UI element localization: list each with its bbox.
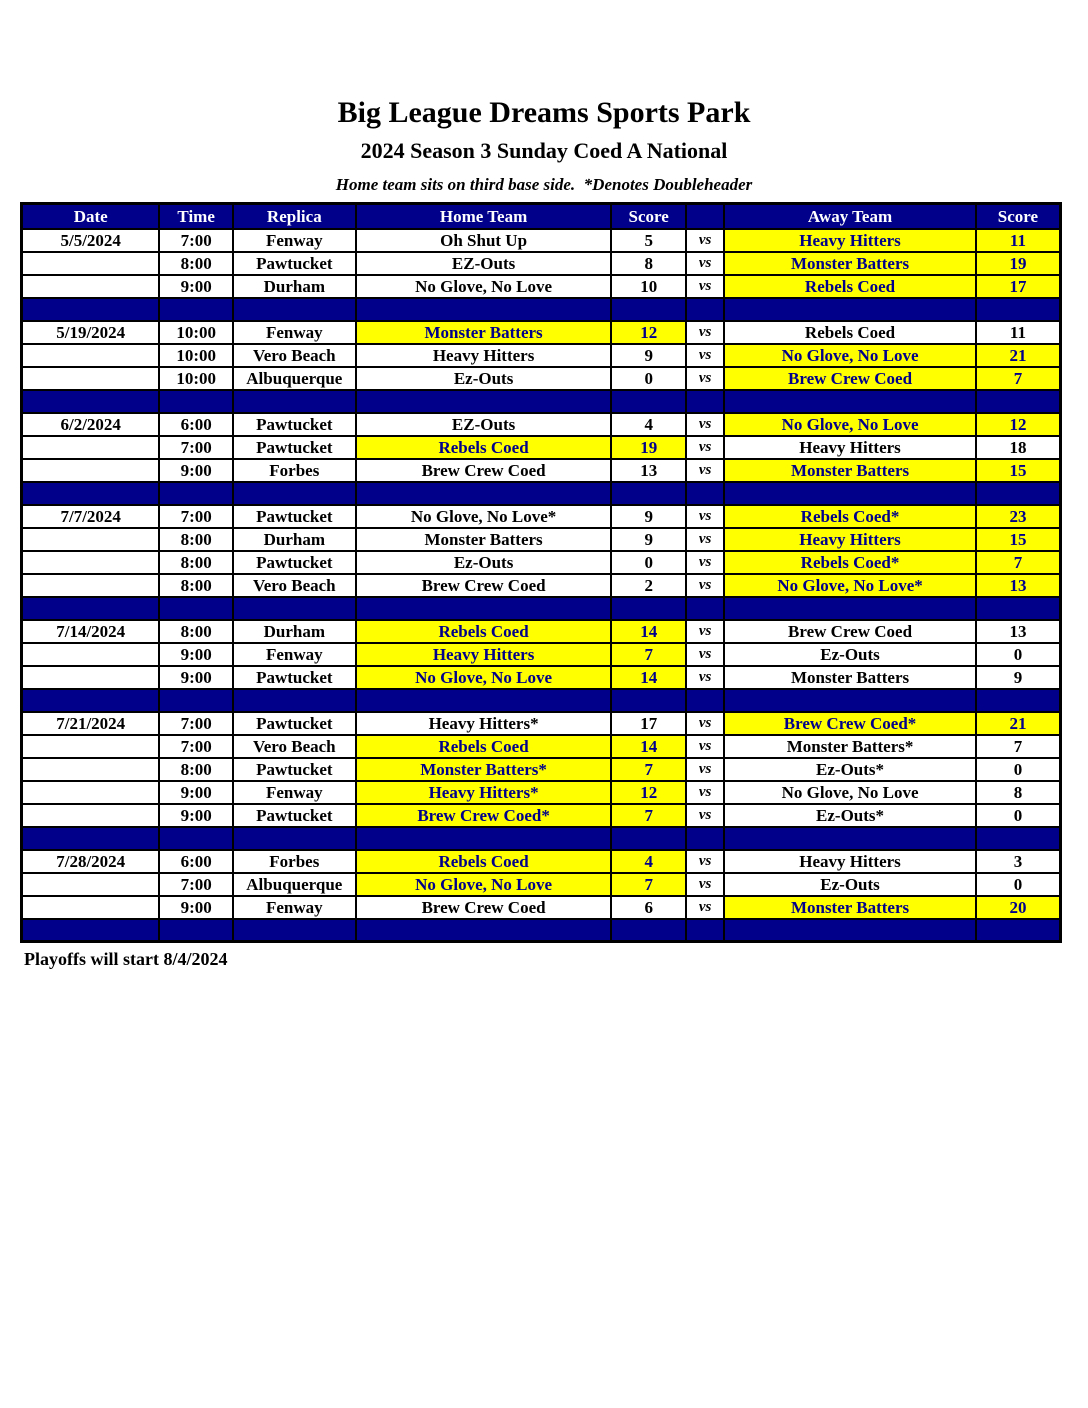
separator-cell: [356, 482, 612, 505]
replica-cell: Pawtucket: [233, 551, 356, 574]
vs-cell: vs: [686, 413, 724, 436]
replica-cell: Fenway: [233, 896, 356, 919]
home-team-cell: Heavy Hitters*: [356, 712, 612, 735]
vs-cell: vs: [686, 275, 724, 298]
home-score-cell: 7: [611, 804, 686, 827]
vs-cell: vs: [686, 620, 724, 643]
col-away-score: Score: [976, 204, 1061, 229]
away-team-cell: No Glove, No Love*: [724, 574, 976, 597]
home-score-cell: 0: [611, 551, 686, 574]
away-score-cell: 18: [976, 436, 1061, 459]
replica-cell: Albuquerque: [233, 367, 356, 390]
away-team-cell: Ez-Outs*: [724, 804, 976, 827]
time-cell: 8:00: [159, 551, 232, 574]
away-score-cell: 7: [976, 367, 1061, 390]
separator-cell: [22, 919, 160, 942]
schedule-row: [22, 413, 1061, 436]
page-title: Big League Dreams Sports Park: [337, 96, 751, 129]
home-score-cell: 9: [611, 344, 686, 367]
separator-row: [22, 298, 1061, 321]
date-cell: [22, 896, 160, 919]
separator-cell: [233, 597, 356, 620]
home-score-cell: 4: [611, 413, 686, 436]
date-cell: [22, 252, 160, 275]
schedule-row: [22, 574, 1061, 597]
vs-cell: vs: [686, 735, 724, 758]
home-team-cell: EZ-Outs: [356, 413, 612, 436]
separator-cell: [159, 597, 232, 620]
replica-cell: Forbes: [233, 459, 356, 482]
home-team-cell: No Glove, No Love*: [356, 505, 612, 528]
vs-cell: vs: [686, 781, 724, 804]
separator-cell: [611, 827, 686, 850]
home-score-cell: 14: [611, 735, 686, 758]
schedule-row: [22, 873, 1061, 896]
separator-cell: [611, 298, 686, 321]
away-score-cell: 17: [976, 275, 1061, 298]
time-cell: 8:00: [159, 620, 232, 643]
time-cell: 9:00: [159, 643, 232, 666]
away-score-cell: 19: [976, 252, 1061, 275]
home-score-cell: 14: [611, 666, 686, 689]
home-score-cell: 9: [611, 528, 686, 551]
schedule-row: [22, 229, 1061, 252]
separator-cell: [686, 597, 724, 620]
replica-cell: Fenway: [233, 643, 356, 666]
home-score-cell: 19: [611, 436, 686, 459]
separator-cell: [686, 298, 724, 321]
home-team-cell: Monster Batters: [356, 528, 612, 551]
away-team-cell: No Glove, No Love: [724, 781, 976, 804]
date-cell: [22, 436, 160, 459]
away-score-cell: 11: [976, 229, 1061, 252]
replica-cell: Pawtucket: [233, 758, 356, 781]
separator-cell: [686, 390, 724, 413]
replica-cell: Vero Beach: [233, 735, 356, 758]
home-score-cell: 0: [611, 367, 686, 390]
separator-cell: [976, 597, 1061, 620]
separator-row: [22, 689, 1061, 712]
separator-cell: [976, 390, 1061, 413]
replica-cell: Albuquerque: [233, 873, 356, 896]
home-team-cell: Brew Crew Coed: [356, 574, 612, 597]
col-date: Date: [22, 204, 160, 229]
away-score-cell: 7: [976, 551, 1061, 574]
separator-row: [22, 390, 1061, 413]
time-cell: 10:00: [159, 367, 232, 390]
schedule-row: [22, 804, 1061, 827]
away-score-cell: 8: [976, 781, 1061, 804]
vs-cell: vs: [686, 850, 724, 873]
time-cell: 9:00: [159, 781, 232, 804]
home-team-cell: Heavy Hitters: [356, 344, 612, 367]
away-team-cell: Heavy Hitters: [724, 850, 976, 873]
date-cell: [22, 551, 160, 574]
time-cell: 8:00: [159, 528, 232, 551]
home-team-cell: No Glove, No Love: [356, 873, 612, 896]
away-team-cell: Brew Crew Coed: [724, 367, 976, 390]
away-score-cell: 3: [976, 850, 1061, 873]
separator-cell: [233, 390, 356, 413]
date-cell: [22, 459, 160, 482]
schedule-row: [22, 620, 1061, 643]
away-score-cell: 15: [976, 528, 1061, 551]
schedule-row: [22, 551, 1061, 574]
away-score-cell: 9: [976, 666, 1061, 689]
date-cell: 7/14/2024: [22, 620, 160, 643]
home-score-cell: 4: [611, 850, 686, 873]
vs-cell: vs: [686, 229, 724, 252]
date-cell: [22, 873, 160, 896]
separator-cell: [356, 597, 612, 620]
replica-cell: Fenway: [233, 321, 356, 344]
separator-cell: [159, 390, 232, 413]
schedule-row: [22, 758, 1061, 781]
separator-cell: [976, 919, 1061, 942]
separator-cell: [611, 482, 686, 505]
separator-cell: [22, 390, 160, 413]
schedule-row: [22, 367, 1061, 390]
date-cell: 6/2/2024: [22, 413, 160, 436]
separator-cell: [724, 597, 976, 620]
home-score-cell: 17: [611, 712, 686, 735]
replica-cell: Forbes: [233, 850, 356, 873]
away-score-cell: 0: [976, 643, 1061, 666]
header-row: [22, 204, 1061, 229]
time-cell: 7:00: [159, 436, 232, 459]
schedule-row: [22, 436, 1061, 459]
col-home-team: Home Team: [356, 204, 612, 229]
vs-cell: vs: [686, 551, 724, 574]
separator-cell: [159, 298, 232, 321]
away-score-cell: 0: [976, 804, 1061, 827]
home-team-cell: Rebels Coed: [356, 436, 612, 459]
vs-cell: vs: [686, 344, 724, 367]
separator-cell: [22, 827, 160, 850]
schedule-table: [20, 202, 1062, 943]
home-score-cell: 13: [611, 459, 686, 482]
schedule-row: [22, 712, 1061, 735]
replica-cell: Pawtucket: [233, 505, 356, 528]
col-home-score: Score: [611, 204, 686, 229]
away-score-cell: 20: [976, 896, 1061, 919]
home-score-cell: 14: [611, 620, 686, 643]
separator-cell: [356, 689, 612, 712]
col-away-team: Away Team: [724, 204, 976, 229]
home-team-cell: EZ-Outs: [356, 252, 612, 275]
separator-cell: [22, 298, 160, 321]
schedule-row: [22, 528, 1061, 551]
schedule-row: [22, 896, 1061, 919]
time-cell: 7:00: [159, 505, 232, 528]
date-cell: 7/21/2024: [22, 712, 160, 735]
away-team-cell: Ez-Outs*: [724, 758, 976, 781]
replica-cell: Pawtucket: [233, 413, 356, 436]
separator-cell: [611, 597, 686, 620]
vs-cell: vs: [686, 712, 724, 735]
replica-cell: Fenway: [233, 229, 356, 252]
separator-cell: [356, 919, 612, 942]
away-team-cell: Rebels Coed: [724, 321, 976, 344]
separator-row: [22, 597, 1061, 620]
separator-cell: [233, 482, 356, 505]
replica-cell: Pawtucket: [233, 436, 356, 459]
home-team-cell: No Glove, No Love: [356, 666, 612, 689]
replica-cell: Pawtucket: [233, 666, 356, 689]
away-score-cell: 12: [976, 413, 1061, 436]
vs-cell: vs: [686, 459, 724, 482]
separator-cell: [159, 827, 232, 850]
away-team-cell: Monster Batters: [724, 459, 976, 482]
away-score-cell: 23: [976, 505, 1061, 528]
separator-cell: [22, 689, 160, 712]
separator-cell: [724, 919, 976, 942]
time-cell: 8:00: [159, 758, 232, 781]
away-team-cell: Heavy Hitters: [724, 528, 976, 551]
date-cell: [22, 367, 160, 390]
home-score-cell: 10: [611, 275, 686, 298]
time-cell: 9:00: [159, 896, 232, 919]
separator-cell: [611, 919, 686, 942]
home-team-cell: Brew Crew Coed: [356, 459, 612, 482]
home-team-cell: Brew Crew Coed: [356, 896, 612, 919]
home-score-cell: 5: [611, 229, 686, 252]
home-score-cell: 12: [611, 781, 686, 804]
date-cell: 5/19/2024: [22, 321, 160, 344]
separator-cell: [976, 827, 1061, 850]
separator-cell: [724, 390, 976, 413]
date-cell: [22, 643, 160, 666]
separator-cell: [724, 827, 976, 850]
separator-cell: [724, 298, 976, 321]
separator-row: [22, 482, 1061, 505]
away-score-cell: 15: [976, 459, 1061, 482]
separator-cell: [356, 390, 612, 413]
home-team-cell: Ez-Outs: [356, 367, 612, 390]
schedule-row: [22, 735, 1061, 758]
separator-cell: [611, 390, 686, 413]
vs-cell: vs: [686, 367, 724, 390]
vs-cell: vs: [686, 804, 724, 827]
time-cell: 6:00: [159, 413, 232, 436]
time-cell: 9:00: [159, 666, 232, 689]
date-cell: [22, 781, 160, 804]
date-cell: [22, 344, 160, 367]
separator-cell: [233, 298, 356, 321]
date-cell: [22, 666, 160, 689]
replica-cell: Durham: [233, 528, 356, 551]
away-team-cell: Monster Batters: [724, 896, 976, 919]
away-team-cell: No Glove, No Love: [724, 413, 976, 436]
time-cell: 10:00: [159, 344, 232, 367]
home-team-cell: Heavy Hitters*: [356, 781, 612, 804]
home-score-cell: 6: [611, 896, 686, 919]
schedule-row: [22, 505, 1061, 528]
home-score-cell: 7: [611, 758, 686, 781]
vs-cell: vs: [686, 643, 724, 666]
schedule-row: [22, 321, 1061, 344]
separator-cell: [976, 298, 1061, 321]
away-score-cell: 7: [976, 735, 1061, 758]
away-team-cell: Rebels Coed: [724, 275, 976, 298]
col-replica: Replica: [233, 204, 356, 229]
separator-cell: [356, 827, 612, 850]
separator-cell: [686, 919, 724, 942]
vs-cell: vs: [686, 505, 724, 528]
schedule-row: [22, 344, 1061, 367]
time-cell: 8:00: [159, 252, 232, 275]
replica-cell: Fenway: [233, 781, 356, 804]
vs-cell: vs: [686, 574, 724, 597]
replica-cell: Pawtucket: [233, 712, 356, 735]
schedule-row: [22, 666, 1061, 689]
time-cell: 7:00: [159, 735, 232, 758]
vs-cell: vs: [686, 666, 724, 689]
away-team-cell: No Glove, No Love: [724, 344, 976, 367]
separator-cell: [686, 482, 724, 505]
separator-cell: [22, 597, 160, 620]
time-cell: 7:00: [159, 712, 232, 735]
vs-cell: vs: [686, 896, 724, 919]
replica-cell: Vero Beach: [233, 574, 356, 597]
schedule-row: [22, 781, 1061, 804]
away-score-cell: 21: [976, 344, 1061, 367]
home-team-cell: Brew Crew Coed*: [356, 804, 612, 827]
date-cell: [22, 758, 160, 781]
away-team-cell: Brew Crew Coed*: [724, 712, 976, 735]
schedule-row: [22, 643, 1061, 666]
replica-cell: Durham: [233, 620, 356, 643]
separator-cell: [356, 298, 612, 321]
date-cell: [22, 804, 160, 827]
vs-cell: vs: [686, 252, 724, 275]
home-team-cell: No Glove, No Love: [356, 275, 612, 298]
separator-cell: [159, 689, 232, 712]
schedule-body: [22, 229, 1061, 942]
separator-cell: [686, 689, 724, 712]
away-team-cell: Heavy Hitters: [724, 436, 976, 459]
schedule-row: [22, 459, 1061, 482]
replica-cell: Pawtucket: [233, 804, 356, 827]
date-cell: 5/5/2024: [22, 229, 160, 252]
separator-cell: [233, 827, 356, 850]
away-team-cell: Ez-Outs: [724, 873, 976, 896]
home-score-cell: 9: [611, 505, 686, 528]
page-subtitle: 2024 Season 3 Sunday Coed A National: [360, 138, 728, 163]
away-score-cell: 13: [976, 620, 1061, 643]
home-score-cell: 7: [611, 643, 686, 666]
replica-cell: Durham: [233, 275, 356, 298]
schedule-row: [22, 275, 1061, 298]
replica-cell: Vero Beach: [233, 344, 356, 367]
separator-cell: [159, 919, 232, 942]
away-team-cell: Brew Crew Coed: [724, 620, 976, 643]
date-cell: [22, 275, 160, 298]
home-score-cell: 7: [611, 873, 686, 896]
away-score-cell: 0: [976, 873, 1061, 896]
separator-cell: [233, 919, 356, 942]
home-team-cell: Heavy Hitters: [356, 643, 612, 666]
vs-cell: vs: [686, 321, 724, 344]
time-cell: 7:00: [159, 873, 232, 896]
home-team-cell: Ez-Outs: [356, 551, 612, 574]
away-team-cell: Ez-Outs: [724, 643, 976, 666]
separator-cell: [159, 482, 232, 505]
col-time: Time: [159, 204, 232, 229]
away-team-cell: Heavy Hitters: [724, 229, 976, 252]
away-score-cell: 11: [976, 321, 1061, 344]
vs-cell: vs: [686, 528, 724, 551]
away-team-cell: Rebels Coed*: [724, 551, 976, 574]
separator-cell: [611, 689, 686, 712]
home-team-cell: Oh Shut Up: [356, 229, 612, 252]
date-cell: 7/7/2024: [22, 505, 160, 528]
separator-cell: [724, 689, 976, 712]
vs-cell: vs: [686, 758, 724, 781]
home-score-cell: 8: [611, 252, 686, 275]
separator-cell: [686, 827, 724, 850]
separator-cell: [22, 482, 160, 505]
time-cell: 7:00: [159, 229, 232, 252]
col-vs: [686, 204, 724, 229]
date-cell: [22, 574, 160, 597]
date-cell: [22, 735, 160, 758]
home-team-cell: Rebels Coed: [356, 620, 612, 643]
time-cell: 8:00: [159, 574, 232, 597]
time-cell: 10:00: [159, 321, 232, 344]
schedule-row: [22, 850, 1061, 873]
separator-row: [22, 827, 1061, 850]
vs-cell: vs: [686, 873, 724, 896]
separator-row: [22, 919, 1061, 942]
home-score-cell: 2: [611, 574, 686, 597]
separator-cell: [233, 689, 356, 712]
home-team-cell: Monster Batters*: [356, 758, 612, 781]
page-note: Home team sits on third base side. *Denotes Doubleheader: [335, 175, 753, 194]
away-team-cell: Monster Batters*: [724, 735, 976, 758]
vs-cell: vs: [686, 436, 724, 459]
separator-cell: [724, 482, 976, 505]
home-score-cell: 12: [611, 321, 686, 344]
home-team-cell: Rebels Coed: [356, 850, 612, 873]
separator-cell: [976, 689, 1061, 712]
schedule-row: [22, 252, 1061, 275]
replica-cell: Pawtucket: [233, 252, 356, 275]
playoffs-note: Playoffs will start 8/4/2024: [24, 949, 228, 969]
time-cell: 6:00: [159, 850, 232, 873]
away-team-cell: Monster Batters: [724, 666, 976, 689]
away-score-cell: 13: [976, 574, 1061, 597]
time-cell: 9:00: [159, 804, 232, 827]
away-team-cell: Rebels Coed*: [724, 505, 976, 528]
away-score-cell: 0: [976, 758, 1061, 781]
away-score-cell: 21: [976, 712, 1061, 735]
home-team-cell: Rebels Coed: [356, 735, 612, 758]
time-cell: 9:00: [159, 459, 232, 482]
home-team-cell: Monster Batters: [356, 321, 612, 344]
separator-cell: [976, 482, 1061, 505]
date-cell: [22, 528, 160, 551]
away-team-cell: Monster Batters: [724, 252, 976, 275]
time-cell: 9:00: [159, 275, 232, 298]
date-cell: 7/28/2024: [22, 850, 160, 873]
